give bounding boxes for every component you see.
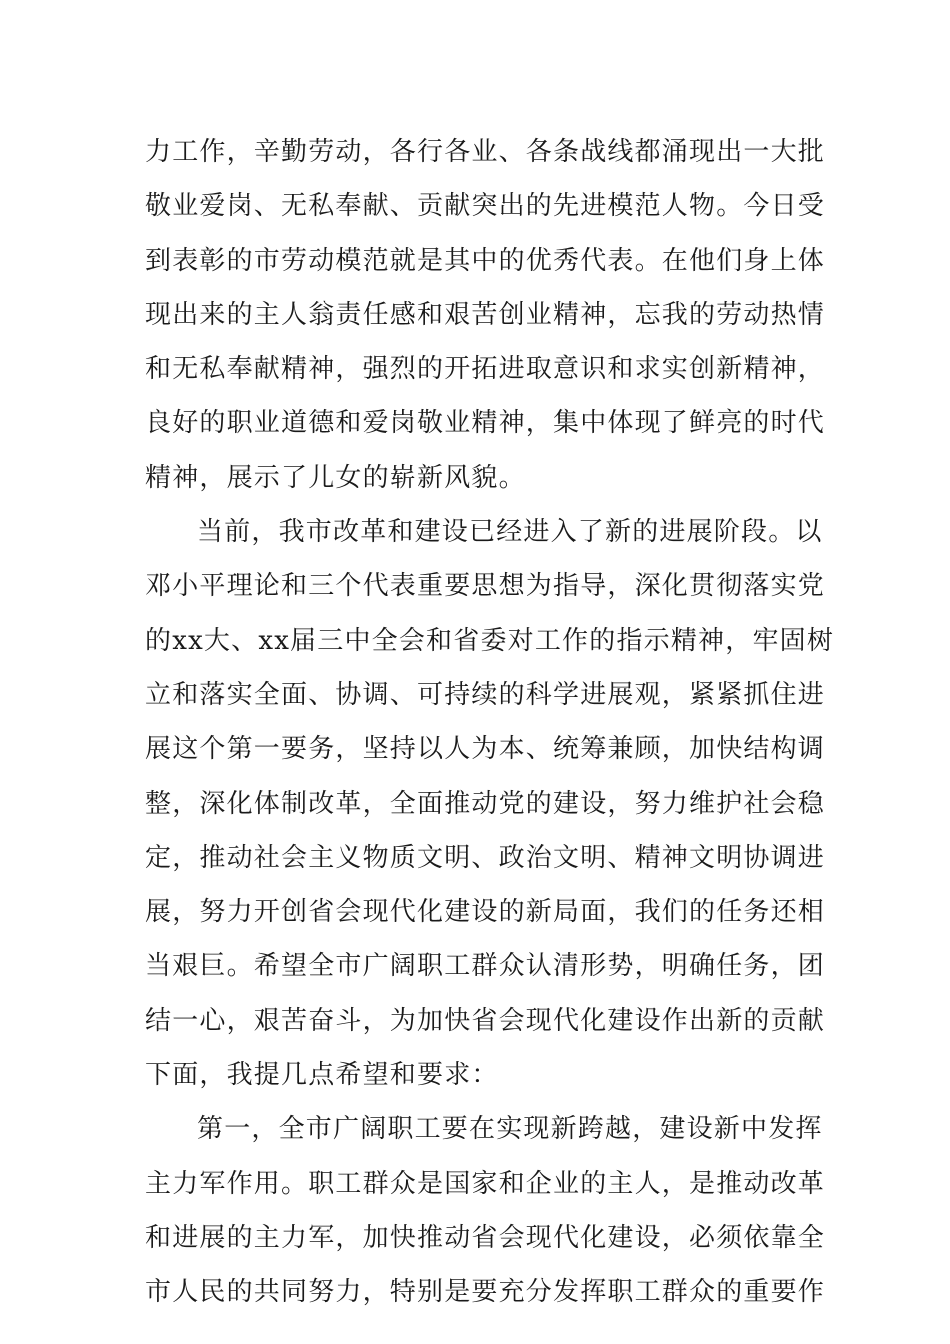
text-line: 精神，展示了儿女的崭新风貌。	[145, 462, 526, 493]
text-line: 下面，我提几点希望和要求：	[145, 1060, 499, 1091]
text-line: 主力军作用。职工群众是国家和企业的主人，是推动改革	[145, 1168, 826, 1199]
text-line: 到表彰的市劳动模范就是其中的优秀代表。在他们身上体	[145, 245, 826, 276]
text-line: 立和落实全面、协调、可持续的科学进展观，紧紧抓住进	[145, 679, 826, 710]
text-line: 和无私奉献精神，强烈的开拓进取意识和求实创新精神，	[145, 354, 826, 385]
text-line: 邓小平理论和三个代表重要思想为指导，深化贯彻落实党	[145, 571, 826, 602]
text-line: 和进展的主力军，加快推动省会现代化建设，必须依靠全	[145, 1222, 826, 1253]
text-line: 敬业爱岗、无私奉献、贡献突出的先进模范人物。今日受	[145, 191, 826, 222]
text-line: 现出来的主人翁责任感和艰苦创业精神，忘我的劳动热情	[145, 299, 826, 330]
paragraph-first-line: 第一，全市广阔职工要在实现新跨越，建设新中发挥	[197, 1114, 823, 1145]
text-line: 市人民的共同努力，特别是要充分发挥职工群众的重要作	[145, 1277, 826, 1308]
text-line: 展这个第一要务，坚持以人为本、统筹兼顾，加快结构调	[145, 734, 826, 765]
text-line: 定，推动社会主义物质文明、政治文明、精神文明协调进	[145, 842, 826, 873]
text-line: 整，深化体制改革，全面推动党的建设，努力维护社会稳	[145, 788, 826, 819]
text-line: 力工作，辛勤劳动，各行各业、各条战线都涌现出一大批	[145, 137, 826, 167]
text-line: 的xx大、xx届三中全会和省委对工作的指示精神，牢固树	[145, 625, 835, 656]
text-line: 当艰巨。希望全市广阔职工群众认清形势，明确任务，团	[145, 951, 826, 982]
body-text	[145, 125, 835, 1320]
text-line: 结一心，艰苦奋斗，为加快省会现代化建设作出新的贡献	[145, 1005, 826, 1036]
text-line: 展，努力开创省会现代化建设的新局面，我们的任务还相	[145, 897, 826, 928]
paragraph-first-line: 当前，我市改革和建设已经进入了新的进展阶段。以	[197, 517, 823, 548]
text-line: 良好的职业道德和爱岗敬业精神，集中体现了鲜亮的时代	[145, 408, 826, 439]
